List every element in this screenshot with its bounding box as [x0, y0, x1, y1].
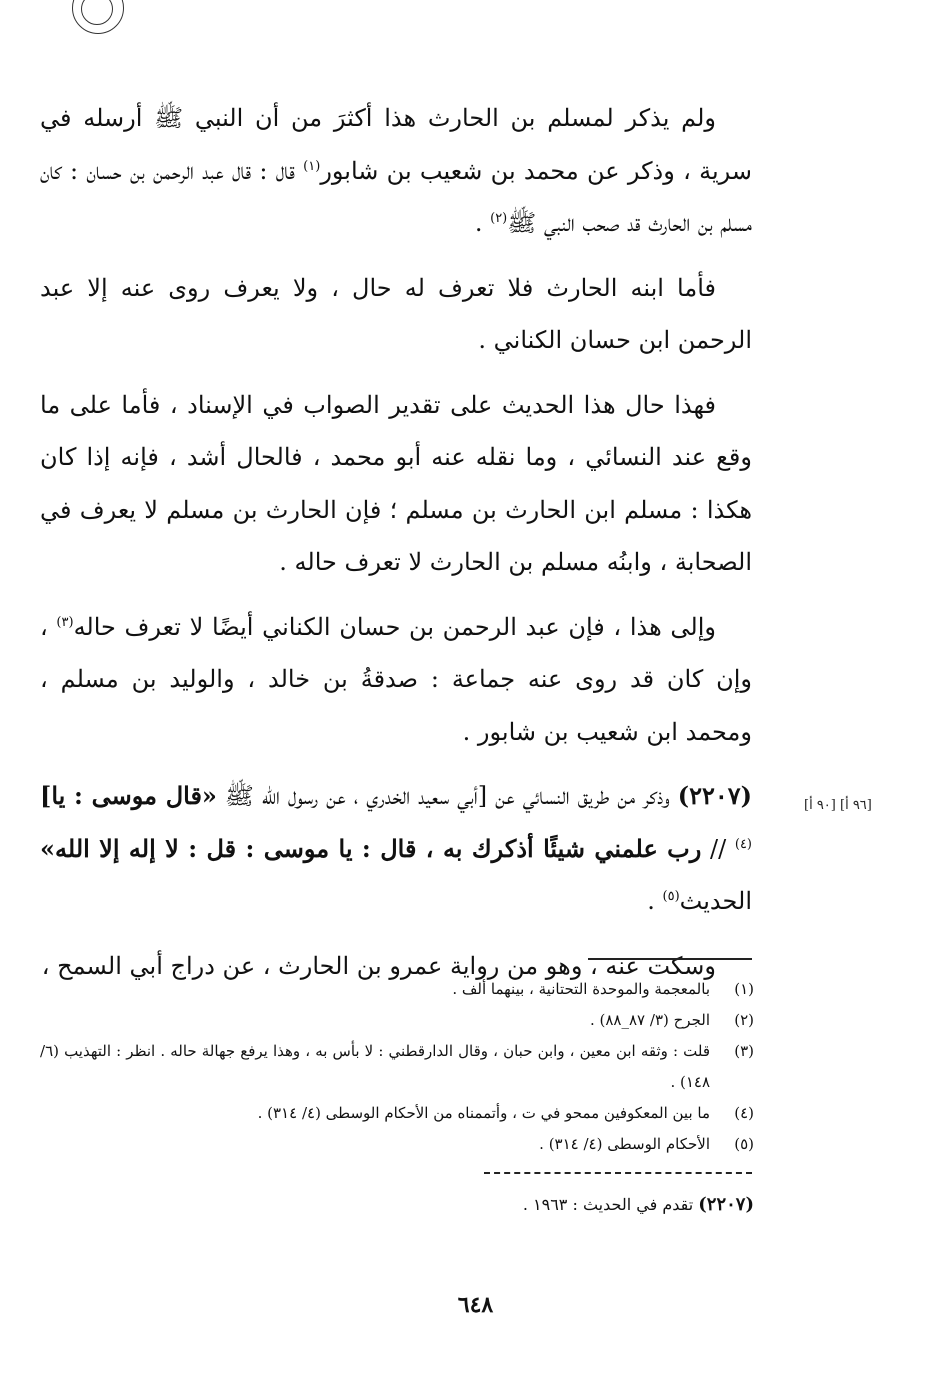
footnote-4	[40, 1098, 754, 1129]
corner-stamp-circle	[72, 0, 124, 34]
footnote-number: (١)	[734, 980, 754, 998]
paragraph-4	[40, 601, 752, 759]
footnote-number: (٤)	[734, 1104, 754, 1122]
footnote-number: (٢)	[734, 1011, 754, 1029]
footnote-ref-1[interactable]: (١)	[303, 158, 321, 174]
footnote-5	[40, 1129, 754, 1160]
footnote-text: ما بين المعكوفين ممحو في ت ، وأتممناه من الأحكام الوسطى (٤/ ٣١٤) .	[257, 1104, 710, 1122]
paragraph-1-text-b: قال : قال عبد الرحمن بن حسان : كان مسلم بن الحارث قد صحب النبي ﷺ	[40, 156, 752, 237]
footnote-ref-5[interactable]: (٥)	[662, 889, 680, 904]
hadith-bold-1: «قال موسى : يا]	[40, 781, 217, 810]
hadith-paragraph	[40, 770, 752, 928]
hadith-bold-2: رب علمني شيئًا أذكرك به ، قال : يا موسى : قل : لا إله إلا الله»	[40, 833, 702, 863]
paragraph-2: فأما ابنه الحارث فلا تعرف له حال ، ولا يعرف روى عنه إلا عبد الرحمن ابن حسان الكناني .	[40, 273, 752, 354]
cross-reference-number: (٢٢٠٧)	[698, 1194, 754, 1215]
footnote-ref-4[interactable]: (٤)	[734, 836, 752, 852]
paragraph-1	[40, 92, 752, 250]
footnote-text: بالمعجمة والموحدة التحتانية ، بينهما ألف .	[452, 980, 710, 998]
footnote-text: الجرح (٣/ ٨٧_٨٨) .	[589, 1011, 710, 1029]
cross-reference-divider	[484, 1172, 752, 1174]
cross-reference-note	[40, 1194, 754, 1215]
manuscript-side-reference: [٩٦ أ] [٩٠ أ]	[804, 798, 872, 813]
footnote-divider	[588, 958, 752, 960]
hadith-tail: الحديث	[679, 887, 752, 915]
page-number: ٦٤٨	[457, 1292, 494, 1318]
footnote-2	[40, 1005, 754, 1036]
footnote-number: (٣)	[734, 1042, 754, 1060]
footnote-text: الأحكام الوسطى (٤/ ٣١٤) .	[539, 1135, 710, 1153]
footnote-ref-2[interactable]: (٢)	[490, 211, 508, 226]
paragraph-4-text-a: وإلى هذا ، فإن عبد الرحمن بن حسان الكناني أيضًا لا تعرف حاله	[73, 612, 717, 641]
footnote-number: (٥)	[734, 1135, 754, 1153]
hadith-number: (٢٢٠٧)	[677, 781, 752, 810]
footnote-1	[40, 974, 754, 1005]
paragraph-4-text-b: ، وإن كان قد روى عنه جماعة : صدقةُ بن خالد ، والوليد بن مسلم ، ومحمد ابن شعيب بن شابور .	[40, 612, 752, 746]
last-paragraph: وسكت عنه ، وهو من رواية عمرو بن الحارث ، عن دراج أبي السمح ،	[41, 951, 716, 980]
manuscript-separator: //	[701, 834, 735, 863]
cross-reference-text: تقدم في الحديث : ١٩٦٣ .	[522, 1195, 699, 1214]
footnotes-section	[40, 974, 754, 1160]
paragraph-1-text-c: .	[474, 209, 491, 237]
footnote-ref-3[interactable]: (٣)	[56, 614, 74, 630]
hadith-end: .	[647, 887, 663, 915]
main-text-body	[40, 92, 752, 1004]
footnote-3	[40, 1036, 754, 1098]
paragraph-3: فهذا حال هذا الحديث على تقدير الصواب في الإسناد ، فأما على ما وقع عند النسائي ، وما نقله عنه أبو محمد ، فالحال أشد ، فإنه إذا كان هكذا : مسلم ابن الحارث بن مسلم ؛ فإن الحارث بن مسلم لا يعرف في الصحابة ، وابنُه مسلم بن الحارث لا تعرف حاله .	[40, 390, 752, 576]
paragraph-1-text-a: ولم يذكر لمسلم بن الحارث هذا أكثرَ من أن النبي ﷺ أرسله في سرية ، وذكر عن محمد بن شعيب بن شابور	[40, 104, 752, 185]
footnote-text: قلت : وثقه ابن معين ، وابن حبان ، وقال الدارقطني : لا بأس به ، وهذا يرفع جهالة حاله . انظر : التهذيب (٦/ ١٤٨) .	[40, 1042, 710, 1091]
hadith-intro: وذكر من طريق النسائي عن [أبي سعيد الخدري ، عن رسول الله ﷺ	[216, 782, 678, 810]
